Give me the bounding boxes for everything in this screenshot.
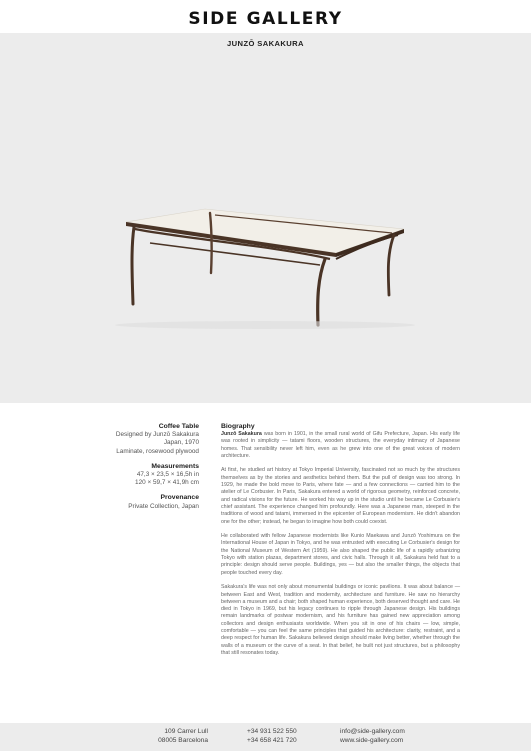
address-line: 08005 Barcelona [158, 737, 208, 745]
product-origin: Japan, 1970 [163, 439, 199, 447]
table-leg-back-left [210, 213, 212, 273]
biography-heading: Biography [221, 423, 255, 430]
provenance-value: Private Collection, Japan [128, 502, 199, 510]
biography-paragraph: Sakakura's life was not only about monumental buildings or iconic pavilions. It was about balance — between East and West, tradition and modernity, architecture and furniture. He saw no hierarchy between a museum and a chair; both shaped human experience, both deserved thought and care. He died in Tokyo in 1969, but his legacy continues to ripple through Japanese design. His buildings remain landmarks of postwar modernism, and his furniture has gained new appreciation among collectors and design enthusiasts worldwide. When you sit in one of his chairs — low, simple, comfortable — you can feel the same principles that guided his architecture: clarity, restraint, and a deep respect for human life. Sakakura believed design should make living better, whether through the walls of a museum or the curve of a seat. In that belief, he built not just structures, but a philosophy that still resonates today. [221, 584, 460, 656]
artist-name: JUNZŌ SAKAKURA [227, 39, 304, 48]
table-leg-front-right [318, 259, 325, 325]
footer-address [110, 727, 208, 746]
coffee-table-image [0, 33, 531, 403]
table-leg-back-right [388, 235, 394, 295]
biography-intro: was born in 1901, in the small rural world of Gifu Prefecture, Japan. His early life was rooted in simplicity — tatami floors, wooden structures, the everyday intimacy of Japanese homes. That sensibility never left him, even as he grew into one of the great voices of modern architecture. [221, 431, 460, 459]
biography-paragraph: He collaborated with fellow Japanese modernists like Kunio Maekawa and Junzō Yoshimura on the International House of Japan in Tokyo, and he was entrusted with executing Le Corbusier's design for the National Museum of Western Art (1959). He also shaped the public life of a rapidly urbanizing Tokyo with station plazas, department stores, and civic halls. Through it all, Sakakura held fast to a principle: design should serve people. Buildings, yes — but also the smaller things, the objects that people touched every day. [221, 533, 460, 576]
biography-name: Junzō Sakakura [221, 431, 262, 437]
email-link[interactable]: info@side-gallery.com [340, 728, 405, 735]
product-material: Laminate, rosewood plywood [116, 447, 199, 455]
brand-logo: SIDE GALLERY [188, 9, 343, 29]
measurements-inches: 47,3 × 23,5 × 16,5h in [136, 471, 199, 479]
phone-link[interactable]: +34 931 522 550 [247, 728, 297, 735]
product-designer: Designed by Junzō Sakakura [115, 431, 199, 439]
measurements-centimeters: 120 × 59,7 × 41,9h cm [135, 479, 199, 487]
product-image-area [0, 33, 531, 403]
product-details [59, 423, 199, 511]
biography-section [221, 423, 460, 665]
biography-paragraph: At first, he studied art history at Tokyo Imperial University, fascinated not so much by the structures themselves as by the stories and aesthetics behind them. But the pull of design was too strong. In 1929, he made the bold move to Paris, where fate — and a few connections — carried him to the atelier of Le Corbusier. In Paris, Sakakura entered a world of rigorous geometry, reinforced concrete, and radical visions for the future. He worked his way up in the studio until he became Le Corbusier's chief assistant. The experience changed him profoundly. Here was a Japanese man, steeped in the traditions of wood and tatami, immersed in the epicenter of European modernism. He didn't abandon one for the other; instead, he began to imagine how both could coexist. [221, 467, 460, 525]
measurements-heading: Measurements [151, 462, 199, 470]
address-line: 109 Carrer Lull [164, 728, 208, 735]
footer [0, 723, 531, 751]
table-leg-front-left [132, 227, 134, 304]
footer-contact [340, 727, 405, 746]
product-title: Coffee Table [158, 423, 199, 430]
biography-paragraph [221, 431, 460, 460]
provenance-heading: Provenance [160, 494, 199, 502]
phone-link[interactable]: +34 658 421 720 [247, 737, 297, 745]
website-link[interactable]: www.side-gallery.com [340, 737, 404, 745]
footer-phones [247, 727, 297, 746]
